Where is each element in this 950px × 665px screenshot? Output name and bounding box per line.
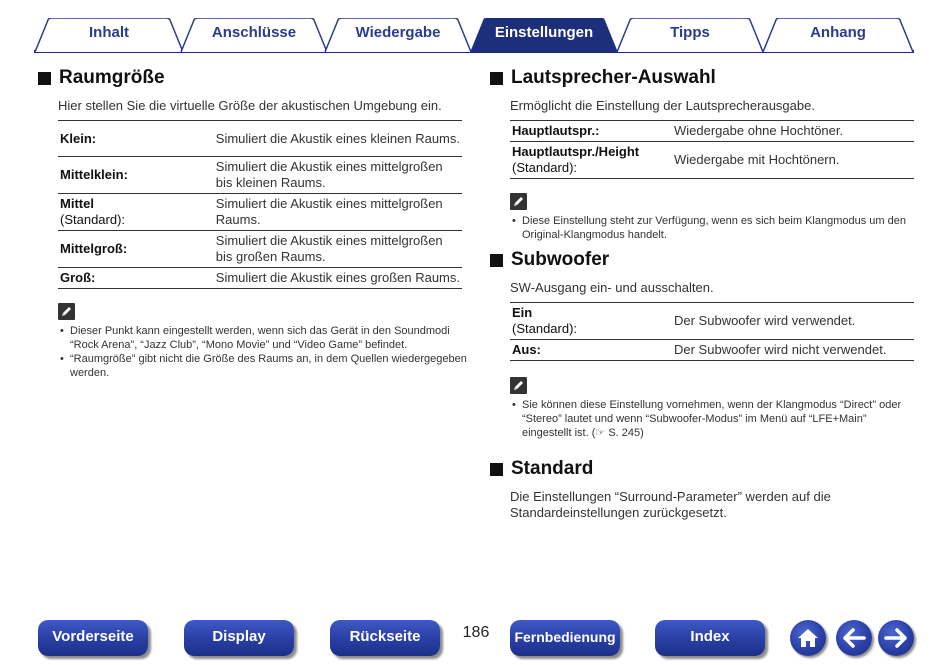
table-row	[510, 303, 914, 340]
section-title: Standard	[511, 458, 594, 479]
list-item: • Sie können diese Einstellung vornehmen, wenn der Klangmodus “Direct” oder “Stereo” lautet und wenn “Subwoofer-Modus” im Menü auf “LFE+Main” eingestellt ist. (☞ S. 245)	[510, 398, 914, 440]
option-value: Wiedergabe mit Hochtönern.	[670, 142, 914, 179]
bullet-square-icon	[490, 254, 503, 267]
bullet-square-icon	[490, 463, 503, 476]
table-row	[58, 231, 462, 268]
table-row	[58, 194, 462, 231]
section-heading	[490, 458, 920, 480]
back-button[interactable]	[836, 620, 872, 656]
option-value: Wiedergabe ohne Hochtöner.	[670, 121, 914, 142]
option-key: Hauptlautspr.:	[510, 121, 670, 142]
option-value: Simuliert die Akustik eines mittelgroßen bis kleinen Raums.	[212, 157, 462, 194]
section-heading	[38, 67, 468, 89]
notes-list	[510, 214, 910, 242]
option-key: Hauptlautspr./Height (Standard):	[510, 142, 670, 179]
option-value: Simuliert die Akustik eines kleinen Raums.	[212, 121, 462, 157]
list-item: • Diese Einstellung steht zur Verfügung, wenn es sich beim Klangmodus um den Original-Klangmodus handelt.	[510, 214, 910, 242]
options-table	[510, 302, 914, 361]
option-value: Der Subwoofer wird verwendet.	[670, 303, 914, 340]
section-subwoofer	[490, 249, 920, 440]
option-value: Der Subwoofer wird nicht verwendet.	[670, 340, 914, 361]
section-standard	[490, 458, 920, 521]
option-key: Mittel (Standard):	[58, 194, 212, 231]
table-row	[510, 142, 914, 179]
home-button[interactable]	[790, 620, 826, 656]
section-lautsprecher	[490, 67, 920, 242]
option-key: Ein (Standard):	[510, 303, 670, 340]
option-key: Klein:	[58, 121, 212, 157]
tab-label: Inhalt	[89, 24, 129, 41]
tab-inhalt[interactable]	[34, 18, 184, 52]
page-reference-link[interactable]: S. 245)	[608, 427, 644, 439]
tab-label: Tipps	[670, 24, 710, 41]
section-title: Lautsprecher-Auswahl	[511, 67, 716, 88]
pencil-note-icon	[510, 377, 527, 394]
option-key: Groß:	[58, 268, 212, 289]
tab-einstellungen[interactable]	[470, 18, 618, 52]
home-icon	[796, 627, 820, 649]
pencil-note-icon	[510, 193, 527, 210]
table-row	[58, 268, 462, 289]
vorderseite-button[interactable]: Vorderseite	[38, 620, 148, 656]
bullet-square-icon	[490, 72, 503, 85]
option-key: Mittelklein:	[58, 157, 212, 194]
option-key: Mittelgroß:	[58, 231, 212, 268]
section-title: Subwoofer	[511, 249, 610, 270]
pointing-hand-icon: ☞	[595, 427, 606, 439]
notes-list	[510, 398, 914, 440]
section-raumgroesse	[38, 67, 468, 380]
section-description: Die Einstellungen “Surround-Parameter” werden auf die Standardeinstellungen zurückgesetzt.	[510, 489, 831, 520]
tab-anschluesse[interactable]	[180, 18, 328, 52]
table-row	[510, 340, 914, 361]
tab-wiedergabe[interactable]	[324, 18, 472, 52]
pencil-note-icon	[58, 303, 75, 320]
table-row	[58, 121, 462, 157]
option-value: Simuliert die Akustik eines mittelgroßen Raums.	[212, 194, 462, 231]
rueckseite-button[interactable]: Rückseite	[330, 620, 440, 656]
page-number: 186	[462, 624, 490, 641]
section-description: SW-Ausgang ein- und ausschalten.	[510, 280, 714, 295]
section-heading	[490, 67, 920, 89]
tab-tipps[interactable]	[616, 18, 764, 52]
display-button[interactable]: Display	[184, 620, 294, 656]
options-table	[510, 120, 914, 179]
table-row	[58, 157, 462, 194]
option-key: Aus:	[510, 340, 670, 361]
index-button[interactable]: Index	[655, 620, 765, 656]
options-table	[58, 120, 462, 289]
list-item: • Dieser Punkt kann eingestellt werden, wenn sich das Gerät in den Soundmodi “Rock Arena”, “Jazz Club”, “Mono Movie” und “Video Game” befindet.	[58, 324, 468, 352]
tab-label: Anschlüsse	[211, 24, 297, 41]
arrow-left-icon	[842, 628, 866, 648]
fernbedienung-button[interactable]: Fernbedienung	[510, 620, 620, 656]
tab-label: Einstellungen	[494, 24, 594, 41]
table-row	[510, 121, 914, 142]
tab-label: Wiedergabe	[355, 24, 441, 41]
option-value: Simuliert die Akustik eines großen Raums.	[212, 268, 462, 289]
section-title: Raumgröße	[59, 67, 165, 88]
section-heading	[490, 249, 920, 271]
arrow-right-icon	[884, 628, 908, 648]
notes-list	[58, 324, 468, 380]
option-value: Simuliert die Akustik eines mittelgroßen bis großen Raums.	[212, 231, 462, 268]
bullet-square-icon	[38, 72, 51, 85]
section-description: Hier stellen Sie die virtuelle Größe der akustischen Umgebung ein.	[58, 98, 442, 113]
forward-button[interactable]	[878, 620, 914, 656]
list-item: • “Raumgröße” gibt nicht die Größe des Raums an, in dem Quellen wiedergegeben werden.	[58, 352, 468, 380]
tab-label: Anhang	[810, 24, 866, 41]
section-description: Ermöglicht die Einstellung der Lautsprecherausgabe.	[510, 98, 815, 113]
tab-anhang[interactable]	[762, 18, 914, 52]
